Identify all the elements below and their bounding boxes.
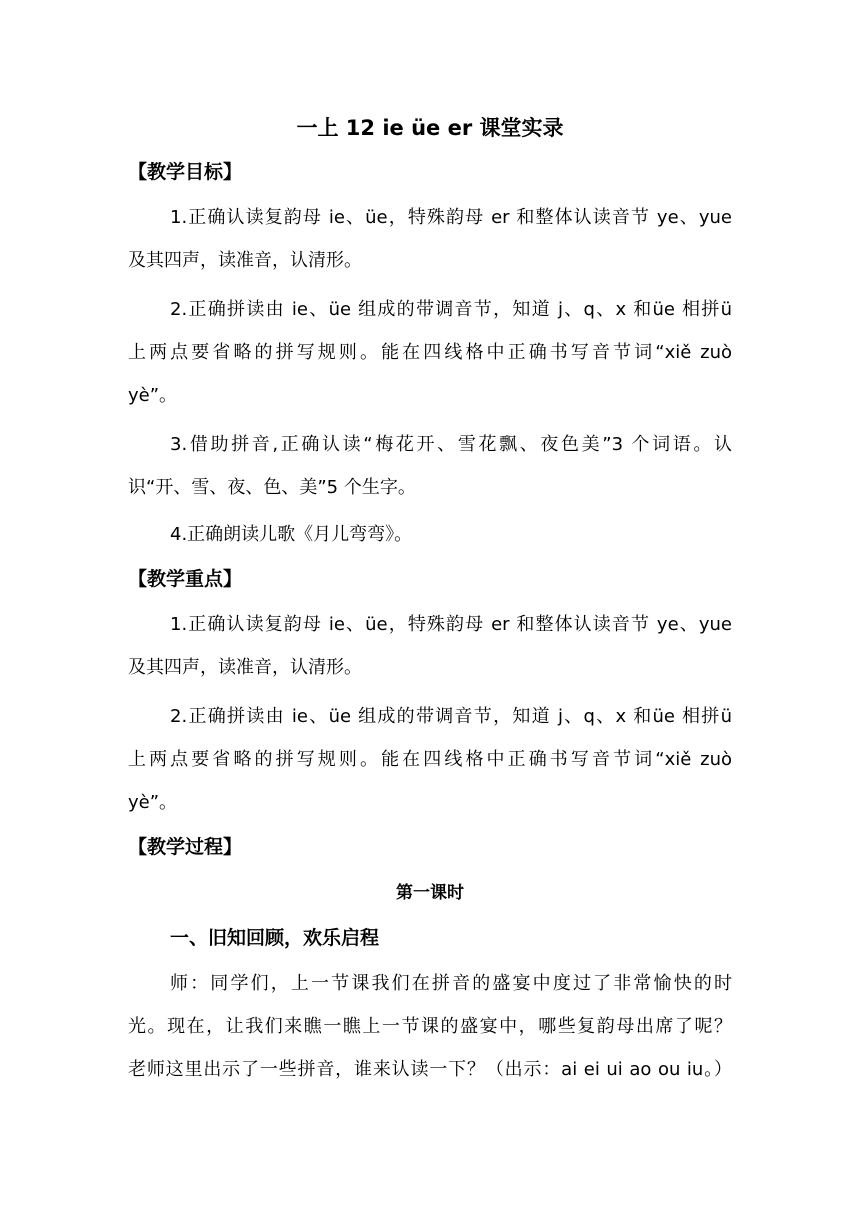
goal-1-paragraph <box>128 196 732 282</box>
step-1-line-1: 师：同学们，上一节课我们在拼音的盛宴中度过了非常愉快的时 <box>170 973 732 994</box>
goal-3-paragraph <box>128 423 732 509</box>
goal-3-line-1: 3.借助拼音,正确认读“梅花开、雪花飘、夜色美”3 个词语。认 <box>170 434 732 455</box>
goal-2-paragraph <box>128 288 732 417</box>
goal-3-line-2: 识“开、雪、夜、色、美”5 个生字。 <box>128 477 416 498</box>
key-2-paragraph <box>128 695 732 824</box>
key-2-line-3: yè”。 <box>128 792 178 813</box>
key-1-line-1: 1.正确认读复韵母 ie、üe，特殊韵母 er 和整体认读音节 ye、yue <box>170 614 732 635</box>
step-1-line-2: 光。现在，让我们来瞧一瞧上一节课的盛宴中，哪些复韵母出席了呢？ <box>128 1016 732 1037</box>
step-1-heading: 一、旧知回顾，欢乐启程 <box>170 927 380 949</box>
key-1-paragraph <box>128 603 732 689</box>
key-1-line-2: 及其四声，读准音，认清形。 <box>128 657 362 678</box>
key-2-line-1: 2.正确拼读由 ie、üe 组成的带调音节，知道 j、q、x 和üe 相拼ü <box>170 706 732 727</box>
goal-2-line-2: 上两点要省略的拼写规则。能在四线格中正确书写音节词“xiě zuò <box>128 342 732 363</box>
step-1-line-3: 老师这里出示了一些拼音，谁来认读一下？（出示：ai ei ui ao ou iu。） <box>128 1059 732 1080</box>
goals-heading: 【教学目标】 <box>128 161 243 183</box>
key-points-heading: 【教学重点】 <box>128 568 243 590</box>
page-title: 一上 12 ie üe er 课堂实录 <box>296 116 564 140</box>
goal-4-line-1: 4.正确朗读儿歌《月儿弯弯》。 <box>170 524 413 545</box>
goal-2-line-3: yè”。 <box>128 385 178 406</box>
key-2-line-2: 上两点要省略的拼写规则。能在四线格中正确书写音节词“xiě zuò <box>128 749 732 770</box>
goal-4-paragraph <box>128 513 732 556</box>
step-1-paragraph <box>128 962 732 1091</box>
lesson-heading: 第一课时 <box>396 883 464 903</box>
goal-1-line-1: 1.正确认读复韵母 ie、üe，特殊韵母 er 和整体认读音节 ye、yue <box>170 207 732 228</box>
goal-1-line-2: 及其四声，读准音，认清形。 <box>128 250 362 271</box>
process-heading: 【教学过程】 <box>128 836 243 858</box>
goal-2-line-1: 2.正确拼读由 ie、üe 组成的带调音节，知道 j、q、x 和üe 相拼ü <box>170 299 732 320</box>
